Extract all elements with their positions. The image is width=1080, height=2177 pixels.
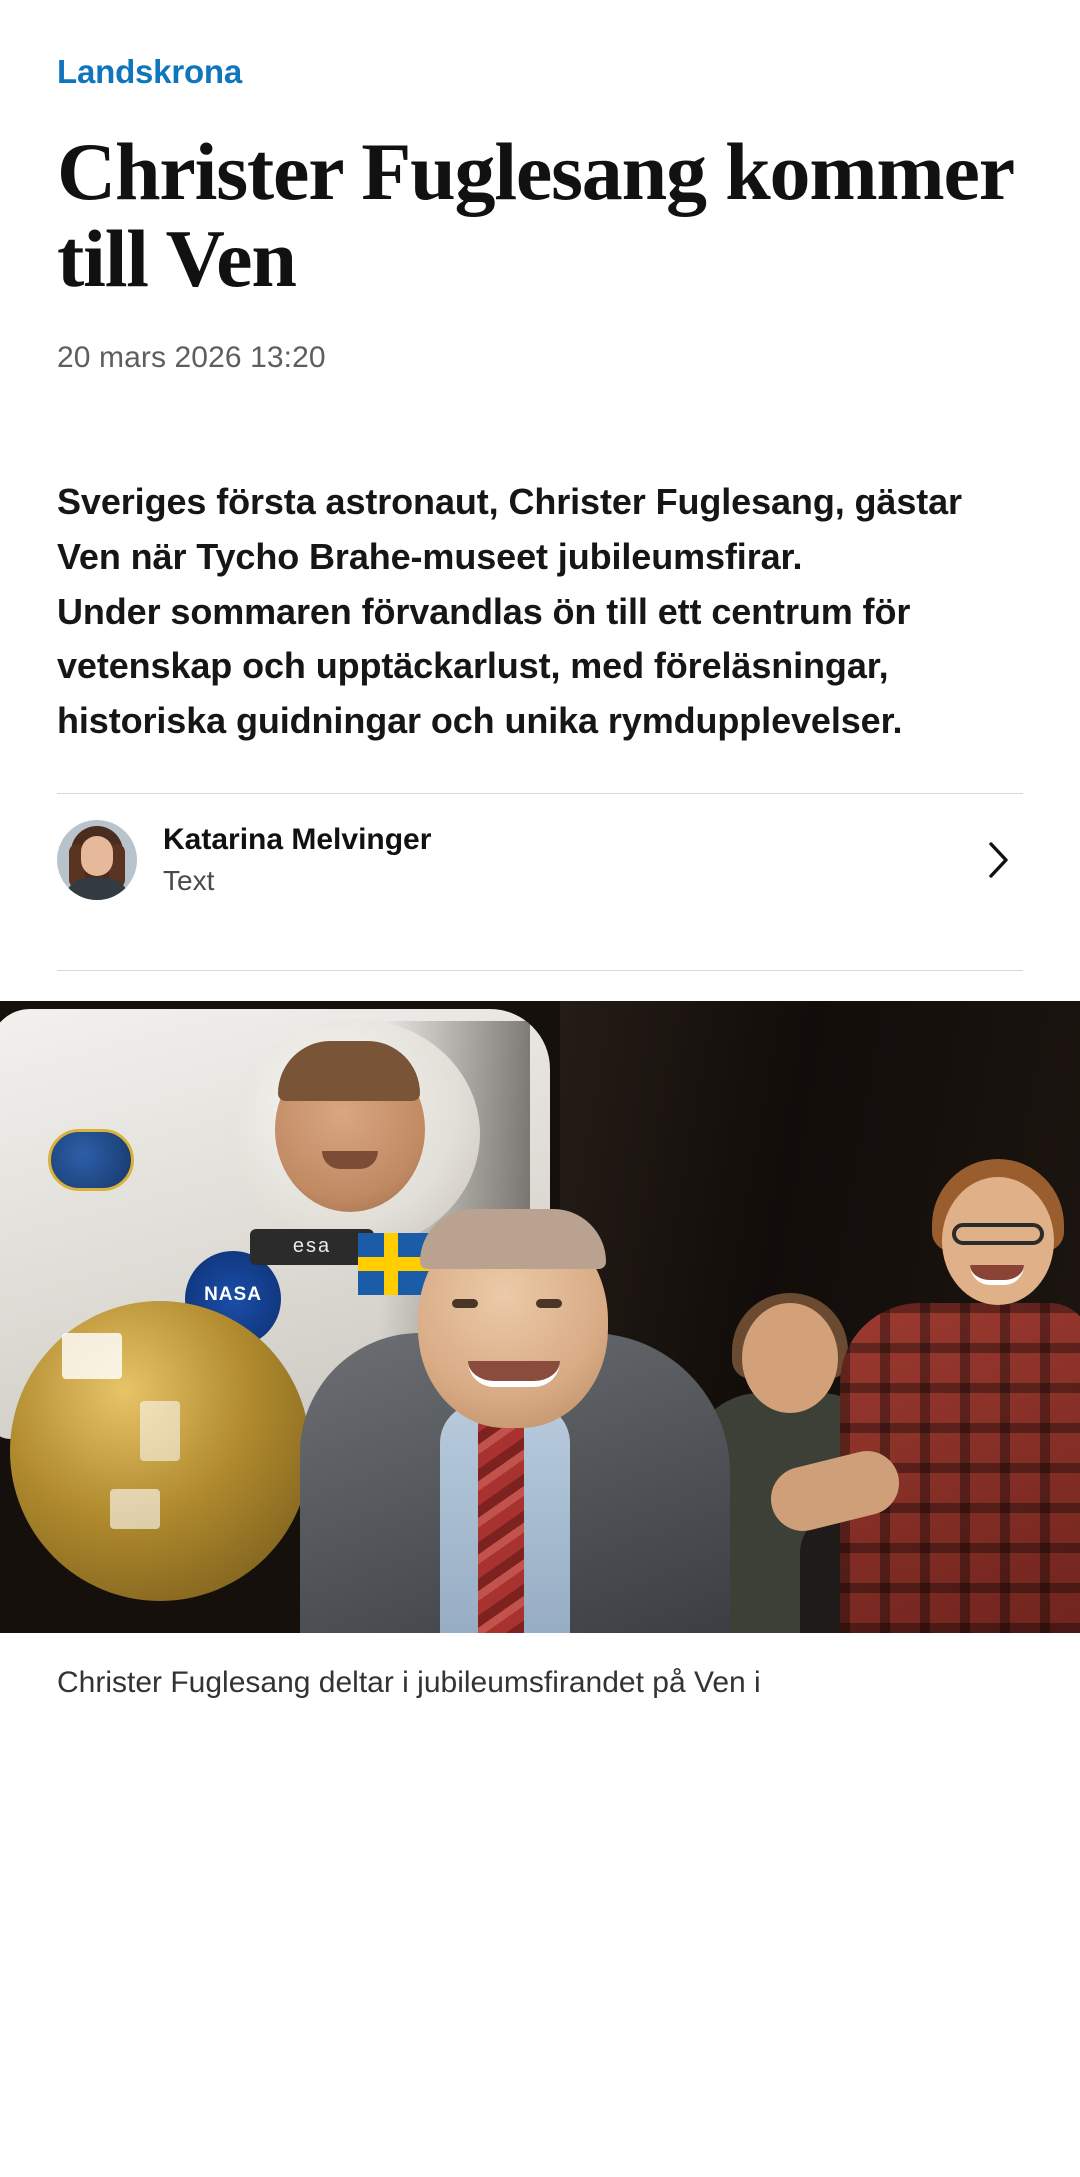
chevron-right-icon[interactable] bbox=[979, 840, 1019, 880]
article-kicker-landskrona[interactable]: Landskrona bbox=[57, 53, 243, 90]
photo-person-1-head bbox=[742, 1303, 838, 1413]
esa-logo-icon: esa bbox=[250, 1229, 374, 1265]
photo-visor-highlight-1 bbox=[62, 1333, 122, 1379]
nasa-logo-text: NASA bbox=[204, 1283, 262, 1305]
photo-subject-eye-right bbox=[536, 1299, 562, 1308]
lead-paragraph-1: Sveriges första astronaut, Christer Fuglesang, gästar Ven när Tycho Brahe-museet jubileumsfirar. bbox=[57, 481, 962, 577]
byline-text bbox=[163, 820, 979, 899]
article-lead bbox=[57, 475, 1023, 749]
photo-subject-eye-left bbox=[452, 1299, 478, 1308]
photo-visor-highlight-3 bbox=[110, 1489, 160, 1529]
figure-caption: Christer Fuglesang deltar i jubileumsfirandet på Ven i bbox=[57, 1665, 761, 1699]
photo-person-plaid bbox=[850, 1153, 1080, 1633]
photo-mission-patch bbox=[48, 1129, 134, 1191]
photo-subject-smile bbox=[468, 1361, 560, 1387]
article-page bbox=[0, 52, 1080, 1704]
glasses-icon bbox=[952, 1223, 1044, 1245]
byline-divider-bottom bbox=[57, 970, 1023, 971]
avatar-shoulders bbox=[65, 878, 129, 900]
lead-paragraph-2: Under sommaren förvandlas ön till ett centrum för vetenskap och upptäckarlust, med föreläsningar, historiska guidningar och unika rymdupplevelser. bbox=[57, 590, 911, 741]
byline-author-role: Text bbox=[163, 864, 215, 896]
article-header bbox=[0, 52, 1080, 971]
photo-astronaut-smile bbox=[322, 1151, 378, 1169]
page-title: Christer Fuglesang kommer till Ven bbox=[57, 125, 1013, 305]
photo-subject-tie bbox=[478, 1418, 524, 1633]
byline-author-name: Katarina Melvinger bbox=[163, 822, 432, 856]
avatar-face bbox=[81, 836, 113, 876]
publish-timestamp: 20 mars 2026 13:20 bbox=[57, 341, 326, 375]
photo-main-subject bbox=[300, 1213, 730, 1633]
photo-visor-highlight-2 bbox=[140, 1401, 180, 1461]
byline[interactable] bbox=[57, 794, 1023, 926]
photo-subject-hair bbox=[420, 1209, 606, 1269]
article-figure bbox=[0, 1001, 1080, 1705]
article-photo[interactable] bbox=[0, 1001, 1080, 1633]
avatar bbox=[57, 820, 137, 900]
